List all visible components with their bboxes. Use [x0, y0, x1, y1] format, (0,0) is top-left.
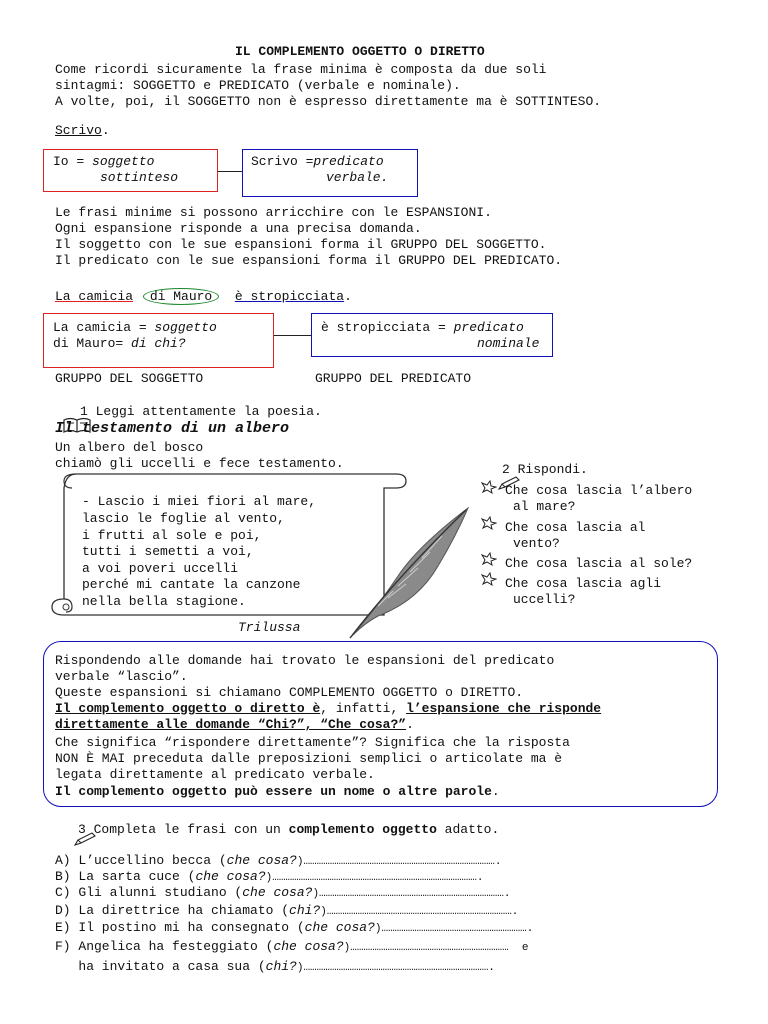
exercise3-item: [55, 903, 518, 920]
expansion-line-1: Le frasi minime si possono arricchire con le ESPANSIONI.: [55, 205, 492, 220]
question-4-line-1: Che cosa lascia agli: [505, 576, 662, 591]
expansion-line-3: Il soggetto con le sue espansioni forma il GRUPPO DEL SOGGETTO.: [55, 237, 547, 252]
predicate-group-box: è stropicciata = predicato nominale: [311, 313, 553, 357]
answer-blank[interactable]: )……………………………………………………………… e: [343, 942, 529, 954]
expansion-line-4: Il predicato con le sue espansioni forma il GRUPPO DEL PREDICATO.: [55, 253, 563, 268]
group-subject-label: GRUPPO DEL SOGGETTO: [55, 371, 204, 386]
item-question: che cosa?: [242, 885, 313, 900]
item-text: Gli alunni studiano (: [78, 885, 243, 900]
expansion-line-2: Ogni espansione risponde a una precisa domanda.: [55, 221, 422, 236]
exercise3-item: [55, 920, 533, 937]
item-letter: B): [55, 869, 79, 884]
item-text: L’uccellino becca (: [78, 853, 227, 868]
exercise3-item: [55, 885, 511, 902]
question-1-line-2: al mare?: [513, 499, 576, 514]
question-3-line-1: Che cosa lascia al sole?: [505, 556, 693, 571]
verse-3: i frutti al sole e poi,: [82, 528, 262, 543]
subject-group-box: La camicia = soggetto di Mauro= di chi?: [43, 313, 274, 368]
item-letter: D): [55, 903, 79, 918]
exercise3-item: [55, 939, 529, 956]
answer-blank[interactable]: )………………………………………………………….: [374, 923, 534, 935]
green-circle: di Mauro: [143, 288, 219, 305]
rule-line-1: Rispondendo alle domande hai trovato le espansioni del predicato: [55, 653, 555, 668]
item-question: che cosa?: [273, 939, 344, 954]
rule-line-9: Il complemento oggetto può essere un nome o altre parole.: [55, 784, 500, 799]
rule-line-5: direttamente alle domande “Chi?”, “Che cosa?”.: [55, 717, 414, 732]
item-text: Il postino mi ha consegnato (: [78, 920, 305, 935]
rule-line-6: Che significa “rispondere direttamente”? Significa che la risposta: [55, 735, 570, 750]
bird-icon: [481, 480, 497, 499]
question-4-line-2: uccelli?: [513, 592, 576, 607]
subject-box: Io = soggetto sottinteso: [43, 149, 218, 192]
rule-line-4: Il complemento oggetto o diretto è, infatti, l’espansione che risponde: [55, 701, 602, 716]
item-letter: E): [55, 920, 79, 935]
exercise3-item: [55, 959, 495, 976]
item-text: ha invitato a casa sua (: [78, 959, 266, 974]
poem-intro-2: chiamò gli uccelli e fece testamento.: [55, 456, 344, 471]
predicate-box: Scrivo =predicato verbale.: [242, 149, 418, 197]
answer-blank[interactable]: )………………………………………………………………………….: [320, 906, 519, 918]
item-letter: [55, 959, 78, 974]
item-letter: F): [55, 939, 79, 954]
item-question: che cosa?: [195, 869, 266, 884]
bird-icon: [481, 516, 497, 535]
example2-sentence: La camicia di Mauro è stropicciata.: [55, 289, 352, 304]
bird-icon: [481, 572, 497, 591]
answer-blank[interactable]: )………………………………………………………………………….: [312, 888, 511, 900]
verse-4: tutti i semetti a voi,: [82, 544, 254, 559]
connector-line: [218, 171, 242, 172]
poem-title: Il testamento di un albero: [55, 420, 290, 437]
exercise1-label: 1 Leggi attentamente la poesia.: [80, 404, 322, 419]
exercise2-label: 2 Rispondi.: [502, 462, 588, 477]
answer-blank[interactable]: )…………………………………………………………………………….: [296, 856, 502, 868]
poem-author: Trilussa: [238, 620, 301, 635]
poem-intro-1: Un albero del bosco: [55, 440, 204, 455]
verse-1: - Lascio i miei fiori al mare,: [82, 494, 317, 509]
rule-line-3: Queste espansioni si chiamano COMPLEMENTO OGGETTO o DIRETTO.: [55, 685, 524, 700]
exercise3-label: 3 Completa le frasi con un complemento oggetto adatto.: [78, 822, 500, 837]
item-letter: C): [55, 885, 79, 900]
bird-icon: [481, 552, 497, 571]
answer-blank[interactable]: )………………………………………………………………………………….: [265, 872, 484, 884]
verse-2: lascio le foglie al vento,: [82, 511, 285, 526]
page-title: IL COMPLEMENTO OGGETTO O DIRETTO: [235, 44, 485, 59]
exercise3-item: [55, 869, 484, 886]
item-text: La sarta cuce (: [78, 869, 196, 884]
verse-5: a voi poveri uccelli: [82, 561, 239, 576]
intro-line-1: Come ricordi sicuramente la frase minima è composta da due soli: [55, 62, 547, 77]
question-2-line-2: vento?: [513, 536, 560, 551]
answer-blank[interactable]: )………………………………………………………………………….: [296, 962, 495, 974]
item-question: chi?: [289, 903, 321, 918]
intro-line-2: sintagmi: SOGGETTO e PREDICATO (verbale e nominale).: [55, 78, 461, 93]
item-question: che cosa?: [226, 853, 297, 868]
item-question: che cosa?: [304, 920, 375, 935]
question-2-line-1: Che cosa lascia al: [505, 520, 646, 535]
rule-line-7: NON È MAI preceduta dalle preposizioni semplici o articolate ma è: [55, 751, 563, 766]
connector-line-2: [274, 335, 311, 336]
item-text: La direttrice ha chiamato (: [78, 903, 290, 918]
feather-illustration: [322, 490, 478, 651]
verse-6: perché mi cantate la canzone: [82, 577, 301, 592]
item-letter: A): [55, 853, 79, 868]
intro-line-3: A volte, poi, il SOGGETTO non è espresso direttamente ma è SOTTINTESO.: [55, 94, 602, 109]
example1-sentence: Scrivo.: [55, 123, 110, 138]
verse-7: nella bella stagione.: [82, 594, 246, 609]
item-text: Angelica ha festeggiato (: [78, 939, 274, 954]
question-1-line-1: Che cosa lascia l’albero: [505, 483, 693, 498]
group-predicate-label: GRUPPO DEL PREDICATO: [315, 371, 472, 386]
exercise3-item: [55, 853, 502, 870]
rule-line-2: verbale “lascio”.: [55, 669, 188, 684]
item-question: chi?: [265, 959, 297, 974]
rule-line-8: legata direttamente al predicato verbale.: [55, 767, 375, 782]
